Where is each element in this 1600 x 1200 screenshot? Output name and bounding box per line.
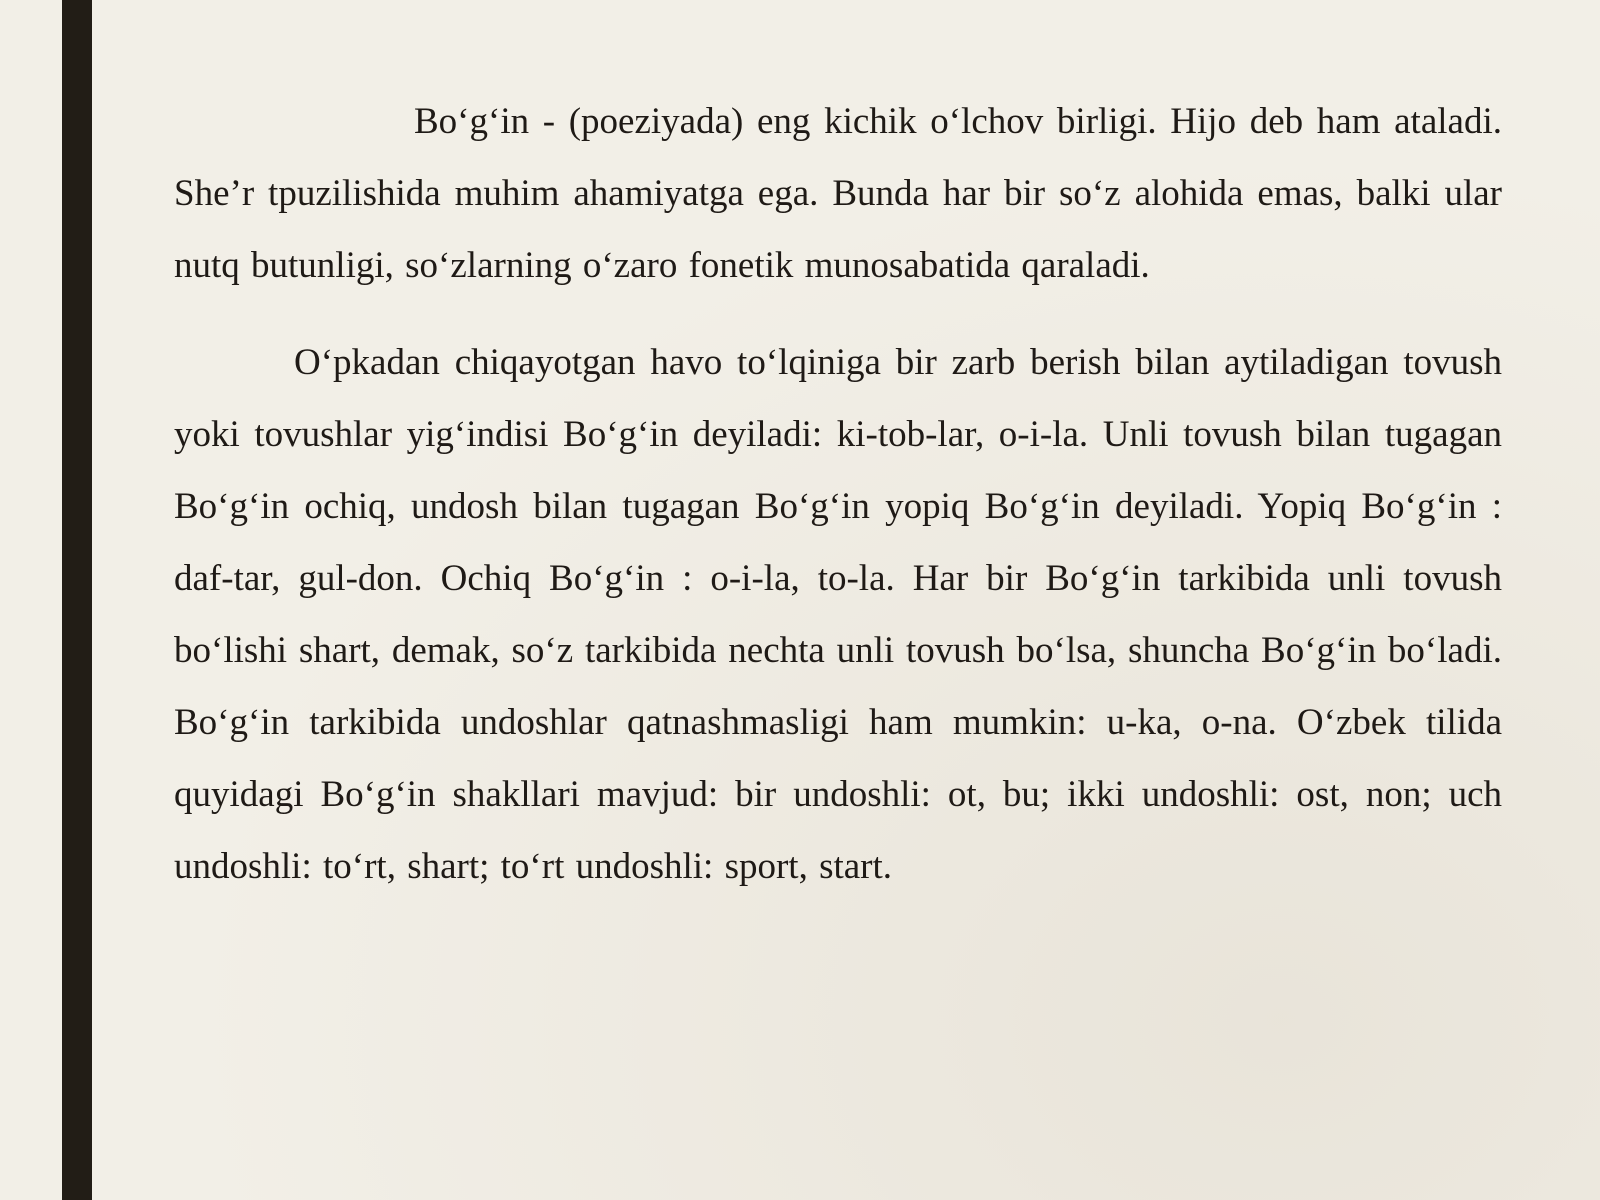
- paragraph-definition: Bo‘g‘in - (poeziyada) eng kichik o‘lchov birligi. Hijo deb ham ataladi. She’r tpuzilishida muhim ahamiyatga ega. Bunda har bir so‘z alohida emas, balki ular nutq butunligi, so‘zlarning o‘zaro fonetik munosabatida qaraladi.: [174, 101, 1502, 286]
- accent-bar: [62, 0, 92, 1200]
- slide-body: [174, 86, 1502, 903]
- paragraph-syllable-types: O‘pkadan chiqayotgan havo to‘lqiniga bir zarb berish bilan aytiladigan tovush yoki tovushlar yig‘indisi Bo‘g‘in deyiladi: ki-tob-lar, o-i-la. Unli tovush bilan tugagan Bo‘g‘in ochiq, undosh bilan tugagan Bo‘g‘in yopiq Bo‘g‘in deyiladi. Yopiq Bo‘g‘in : daf-tar, gul-don. Ochiq Bo‘g‘in : o-i-la, to-la. Har bir Bo‘g‘in tarkibida unli tovush bo‘lishi shart, demak, so‘z tarkibida nechta unli tovush bo‘lsa, shuncha Bo‘g‘in bo‘ladi. Bo‘g‘in tarkibida undoshlar qatnashmasligi ham mumkin: u-ka, o-na. O‘zbek tilida quyidagi Bo‘g‘in shakllari mavjud: bir undoshli: ot, bu; ikki undoshli: ost, non; uch undoshli: to‘rt, shart; to‘rt undoshli: sport, start.: [174, 342, 1502, 887]
